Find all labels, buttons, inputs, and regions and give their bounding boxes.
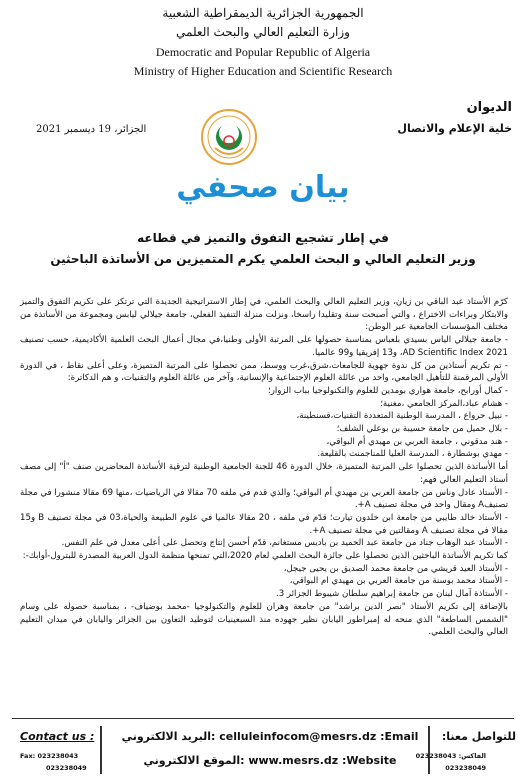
press-release-title: بيان صحفي bbox=[176, 170, 350, 205]
header-ministry-en: Ministry of Higher Education and Scientific Research bbox=[133, 64, 393, 78]
list-item: - هشام عباد،المركز الجامعي ،مغنية؛ bbox=[380, 398, 508, 409]
algeria-emblem-icon bbox=[200, 108, 258, 166]
cell-label: خلية الإعلام والاتصال bbox=[397, 122, 512, 135]
paragraph: - جامعة جيلالي الياس بسيدي بلعباس بمناسبة حصولها على المرتبة الأولى وطنيا،في مجال أعمال البحث العلمية الأكاديمية، حسب تصنيف AD Scientific Index 2021، و13 إفريقيا و99 عالميا. bbox=[20, 335, 508, 358]
diwan-label: الديوان bbox=[466, 100, 512, 115]
subtitle-2: وزير التعليم العالي و البحث العلمي يكرم المتميزين من الأساتذة الباحثين bbox=[50, 252, 476, 266]
website-line: الموقع الالكتروني: www.mesrs.dz :Website bbox=[143, 754, 397, 767]
phone-en: 023238049 bbox=[46, 764, 87, 772]
footer-separator bbox=[100, 726, 102, 774]
fax-en: Fax: 023238043 bbox=[20, 752, 79, 760]
footer bbox=[0, 716, 526, 779]
fax-ar: الفاكس: 023238043 bbox=[415, 752, 486, 760]
list-item: - نبيل حرواع ، المدرسة الوطنية المتعددة التقنيات،قسنطينة، bbox=[296, 411, 508, 422]
header-republic-en: Democratic and Popular Republic of Algeria bbox=[155, 45, 371, 59]
list-item: - الأستاذ خالد طايبي من جامعة ابن خلدون تيارت؛ قدّم في ملفه ، 20 مقالا عالميا في علوم الطبيعة والحياة،03 في مجلة تصنيف B و15 مقالا في مجلة تصنيف A ومقالتين في مجلة تصنيف A+. bbox=[20, 512, 508, 536]
list-item: - الأستاذ العيد قريشي من جامعة محمد الصديق بن يحيى جيجل، bbox=[283, 563, 508, 574]
list-item: - الأستاذ عبد الوهاب جناد من جامعة عبد الحميد بن باديس مستغانم، قدّم أحسن إنتاج وتحصل على أعلى معدل في علم النفس. bbox=[61, 538, 508, 549]
subtitle-1: في إطار تشجيع التفوق والتميز في قطاعه bbox=[137, 231, 389, 245]
list-item: - الأستاذ محمد بوسنة من جامعة العربي بن مهيدي ام البواقي، bbox=[289, 576, 508, 587]
header-ministry-ar: وزارة التعليم العالي والبحث العلمي bbox=[176, 25, 350, 39]
paragraph: كما تكريم الأساتذة الباحثين الذين تحصلوا على جائزة البحث العلمي لعام 2020،التي تمنحها منظمة الدول العربية المصدرة للبترول-أوابك-: bbox=[22, 551, 508, 562]
contact-title-ar: للتواصل معنا: bbox=[441, 730, 516, 743]
list-item: - مهدي بوشطارة ، المدرسة العليا للمناجمنت بالقليعة. bbox=[317, 449, 508, 460]
paragraph: بالإضافة إلى تكريم الأستاذ "نصر الدين براشد" من جامعة وهران للعلوم والتكنولوجيا -محمد بوضياف- ، بمناسبة حصوله على وسام "الشمس الساطعة" الذي منحه له إمبراطور اليابان نظير جهوده منذ السبعينيات لتوطيد التعاون بين الجزائر واليابان في ميدان التعليم العالي والبحث العلمي. bbox=[20, 601, 508, 638]
footer-divider bbox=[12, 718, 514, 719]
phone-ar: 023238049 bbox=[445, 764, 486, 772]
list-item: - كمال أورابح، جامعة هواري بومدين للعلوم والتكنولوجيا بباب الزوار؛ bbox=[268, 385, 508, 396]
list-item: - بلال حميل من جامعة حسيبة بن بوعلي الشلف؛ bbox=[336, 424, 508, 435]
paragraph: كرّم الأستاذ عبد الباقي بن زيان، وزير التعليم العالي والبحث العلمي، في إطار الاستراتيجية الجديدة التي ترتكز على تكريم التفوق والتميز والابتكار وبراءات الاختراع ، والتي أصبحت سنة وتقليدا راسخا، ونزلت منزلة التنفيذ الفعلي، جامعة جيلالي ليابس ومجموعة من الأساتذة من مختلف المؤسسات الجامعية عبر الوطن: bbox=[20, 297, 508, 333]
paragraph: - تم تكريم أستاذين من كل ندوة جهوية للجامعات،شرق،غرب ووسط، ممن تحصلوا على المرتبة المتميزة، وعلى أعلى نقاط ، في الدورة الأولى المرقمنة للتأهيل الجامعي، واحد من عائلة العلوم الإجتماعية والإنسانية، وآخر من عائلة العلوم والتقنيات، و هم الدكاترة: bbox=[20, 360, 508, 384]
date: الجزائر، 19 ديسمبر 2021 bbox=[36, 124, 147, 135]
contact-title-en: Contact us : bbox=[20, 730, 95, 743]
paragraph: أما الأساتذة الذين تحصلوا على المرتبة المتميزة، خلال الدورة 46 للجنة الجامعية الوطنية لترقية الأساتذة المحاضرين صنف "أ" إلى مصف أستاذ التعليم العالي فهم: bbox=[20, 462, 508, 485]
list-item: - الأستاذة آمال لبنان من جامعة إبراهيم سلطان شيبوط الجزائر 3. bbox=[275, 589, 508, 600]
header-republic-ar: الجمهورية الجزائرية الديمقراطية الشعبية bbox=[162, 6, 364, 20]
list-item: - الأستاذ عادل وناس من جامعة العربي بن مهيدي أم البواقي؛ والذي قدم في ملفه 70 مقالا في الرياضيات ،منها 69 مقالا منشورا في مجلة تصنيفA ومقال واحد في مجلة تصنيف A+. bbox=[20, 487, 508, 511]
email-line: البريد الالكتروني: celluleinfocom@mesrs.dz :Email bbox=[121, 730, 419, 743]
body-text bbox=[20, 296, 508, 639]
list-item: - هند مدقوني ، جامعة العربي بن مهيدي أم البواقي، bbox=[326, 436, 508, 447]
